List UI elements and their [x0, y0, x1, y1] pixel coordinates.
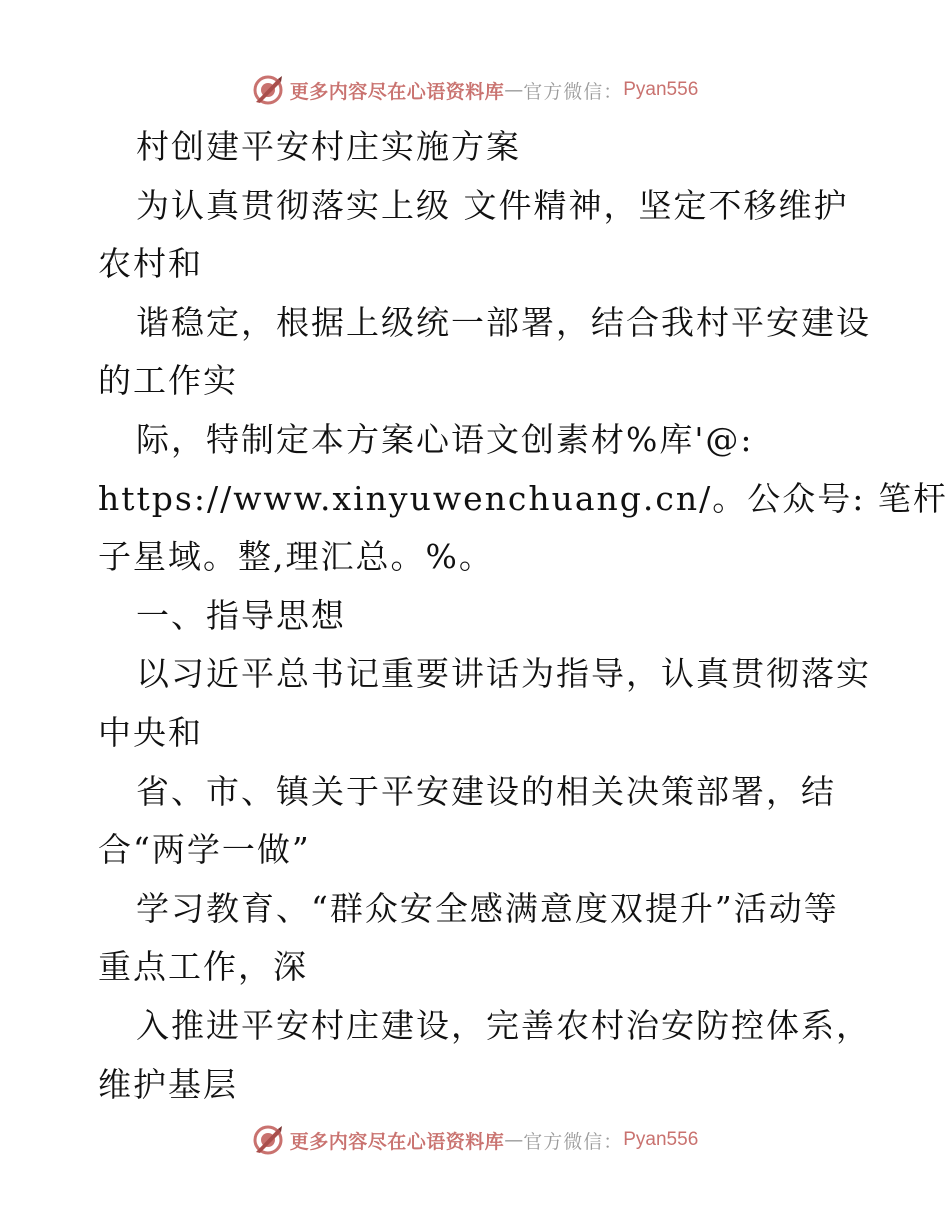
- paragraph-line: 农村和: [98, 244, 203, 284]
- paragraph-line: 中央和: [98, 712, 203, 752]
- watermark-text: [290, 1127, 699, 1154]
- document-body: [98, 118, 948, 1114]
- paragraph-line: 学习教育、“群众安全感满意度双提升”活动等: [136, 888, 839, 928]
- quill-logo-icon: [252, 1124, 284, 1156]
- paragraph-line: 以习近平总书记重要讲话为指导，认真贯彻落实: [136, 654, 871, 694]
- watermark-main-text: 更多内容尽在心语资料库: [289, 1130, 505, 1153]
- watermark-account-id: Pyan556: [623, 79, 699, 100]
- document-title: 村创建平安村庄实施方案: [136, 127, 521, 166]
- paragraph-line: 谐稳定，根据上级统一部署，结合我村平安建设: [136, 302, 871, 342]
- paragraph-line: 子星域。整,理汇总。%。: [98, 537, 494, 577]
- watermark-account-id: Pyan556: [623, 1129, 699, 1150]
- quill-logo-icon: [252, 74, 284, 106]
- paragraph-line: 省、市、镇关于平安建设的相关决策部署，结: [136, 771, 836, 811]
- section-heading: 一、指导思想: [136, 595, 346, 635]
- watermark-sub-text: 官方微信：: [523, 1130, 624, 1153]
- paragraph-line: 重点工作，深: [98, 947, 308, 987]
- watermark-text: [290, 77, 699, 104]
- paragraph-line: https://www.xinyuwenchuang.cn/。公众号: 笔杆: [98, 478, 948, 518]
- watermark-separator: —: [504, 79, 524, 101]
- paragraph-line: 合“两学一做”: [98, 830, 311, 870]
- paragraph-line: 入推进平安村庄建设，完善农村治安防控体系，: [136, 1005, 871, 1045]
- paragraph-line: 维护基层: [98, 1064, 238, 1104]
- watermark-main-text: 更多内容尽在心语资料库: [289, 80, 505, 103]
- paragraph-line: 的工作实: [98, 361, 238, 401]
- paragraph-line: 为认真贯彻落实上级 文件精神，坚定不移维护: [136, 185, 849, 225]
- header-watermark: [0, 70, 950, 110]
- watermark-sub-text: 官方微信：: [523, 80, 624, 103]
- paragraph-line: 际，特制定本方案心语文创素材%库'@:: [136, 419, 754, 459]
- watermark-separator: —: [504, 1129, 524, 1151]
- footer-watermark: [0, 1120, 950, 1160]
